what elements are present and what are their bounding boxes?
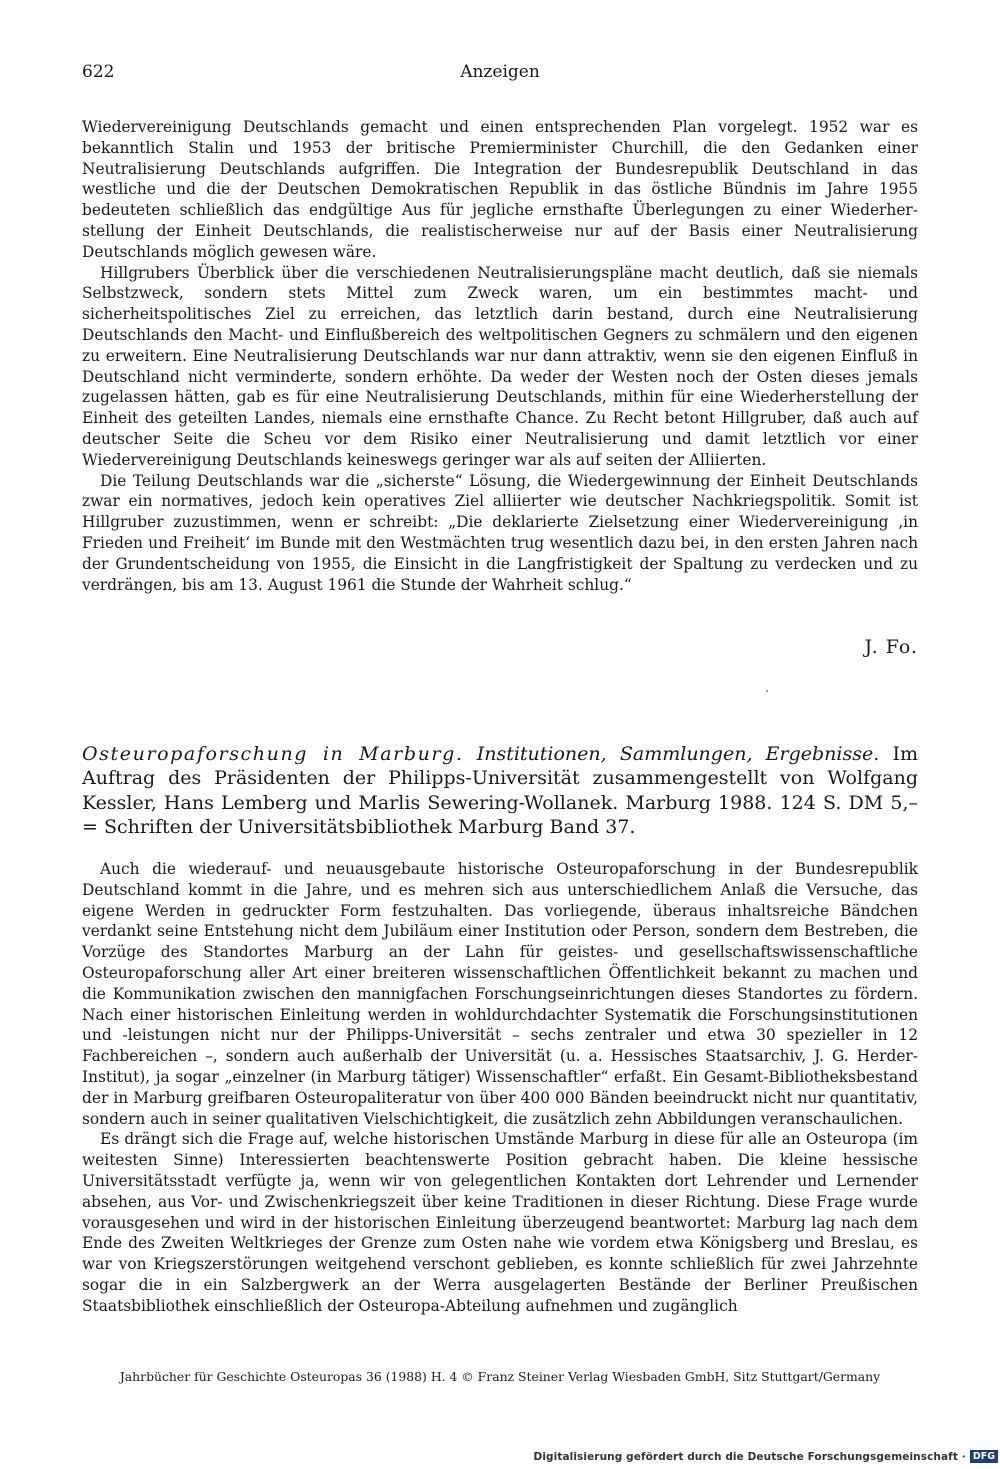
journal-footer: Jahrbücher für Geschichte Osteuropas 36 (1988) H. 4 © Franz Steiner Verlag Wiesbaden GmbH, Sitz Stuttgart/Germany	[119, 1369, 881, 1384]
review-1-paragraph: Wiedervereinigung Deutschlands gemacht und einen entsprechenden Plan vorgelegt. 1952 war es bekanntlich Stalin und 1953 der britische Premierminister Churchill, die den Gedanken einer Neutralisierung Deutschlands aufgriffen. Die Integration der Bundesrepublik Deutschland in das westliche und die der Deutschen Demokratischen Republik in das östliche Bündnis im Jahre 1955 bedeuteten schließlich das endgültige Aus für jegliche ernsthafte Überlegungen zu einer Wiederherstellung der Einheit Deutschlands, die realistischerweise nur auf der Basis einer Neutralisierung Deutschlands möglich gewesen wäre.	[82, 118, 918, 261]
citation-details: Im Auftrag des Präsidenten der Philipps-Universität zusammengestellt von Wolfgang Kessler, Hans Lemberg und Marlis Sewering-Wollanek. Marburg 1988. 124 S. DM 5,– = Schriften der Universitätsbibliothek Marburg Band 37.	[82, 743, 919, 839]
scan-mark	[766, 690, 768, 692]
citation-subtitle: Institutionen, Sammlungen, Ergebnisse.	[476, 743, 880, 765]
reviewer-signature: J. Fo.	[864, 636, 918, 658]
digitization-note: Digitalisierung gefördert durch die Deutsche Forschungsgemeinschaft ·	[533, 1450, 966, 1463]
review-2-paragraph: Auch die wiederauf- und neuausgebaute historische Osteuropaforschung in der Bundesrepublik Deutschland kommt in die Jahre, und es mehren sich aus unterschiedlichem Anlaß die Versuche, das eigene Werden in gedruckter Form festzuhalten. Das vorliegende, überaus inhaltsreiche Bändchen verdankt seine Entstehung nicht dem Jubiläum einer Institution oder Person, sondern dem Bestreben, die Vorzüge des Standortes Marburg an der Lahn für geistes- und gesellschaftswissenschaftliche Osteuropaforschung aller Art einer breiteren wissenschaftlichen Öffentlichkeit bekannt zu machen und die Kommunikation zwischen den mannigfachen Forschungseinrichtungen dieses Standortes zu fördern. Nach einer historischen Einleitung werden in wohldurchdachter Systematik die Forschungsinstitutionen und -leistungen nicht nur der Philipps-Universität – sechs zentraler und etwa 30 spezieller in 12 Fachbereichen –, sondern auch außerhalb der Universität (u. a. Hessisches Staatsarchiv, J. G. Herder-Institut), ja sogar „einzelner (in Marburg tätiger) Wissenschaftler“ erfaßt. Ein Gesamt-Bibliotheksbestand der in Marburg greifbaren Osteuropaliteratur von über 400 000 Bänden beeindruckt nicht nur quantitativ, sondern auch in seiner qualitativen Vielschichtigkeit, die zusätzlich zehn Abbildungen veranschaulichen.	[82, 860, 918, 1128]
citation-title: Osteuropaforschung in Marburg.	[82, 743, 464, 765]
book-citation	[82, 742, 918, 840]
review-2-paragraph: Es drängt sich die Frage auf, welche historischen Umstände Marburg in diese für alle an Osteuropa (im weitesten Sinne) Interessierten beachtenswerte Position gebracht haben. Die kleine hessische Universitätsstadt verfügte ja, wenn wir von gelegentlichen Kontakten dort Lehrender und Lernender absehen, aus Vor- und Zwischenkriegszeit über keine Traditionen in dieser Richtung. Diese Frage wurde vorausgesehen und wird in der historischen Einleitung überzeugend beantwortet: Marburg lag nach dem Ende des Zweiten Weltkrieges der Grenze zum Osten nahe wie vordem etwa Königsberg und Breslau, es war von Kriegszerstörungen weitgehend verschont geblieben, es konnte schließlich für zwei Jahrzehnte sogar die in ein Salzbergwerk an der Werra ausgelagerten Bestände der Berliner Preußischen Staatsbibliothek einschließlich der Osteuropa-Abteilung aufnehmen und zugänglich	[82, 1130, 918, 1315]
review-1-body	[82, 117, 918, 595]
review-1-paragraph: Hillgrubers Überblick über die verschiedenen Neutralisierungspläne macht deutlich, daß sie niemals Selbstzweck, sondern stets Mittel zum Zweck waren, um ein bestimmtes macht- und sicherheitspolitisches Ziel zu erreichen, das letztlich darin bestand, durch eine Neutralisierung Deutschlands den Macht- und Einflußbereich des weltpolitischen Gegners zu schmälern und den eigenen zu erweitern. Eine Neutralisierung Deutschlands war nur dann attraktiv, wenn sie den eigenen Einfluß in Deutschland nicht verminderte, sondern erhöhte. Da weder der Westen noch der Osten dieses jemals zugelassen hätten, gab es für eine Neutralisierung Deutschlands, mithin für eine Wiederherstellung der Einheit des geteilten Landes, niemals eine ernsthafte Chance. Zu Recht betont Hillgruber, daß auch auf deutscher Seite die Scheu vor dem Risiko einer Neutralisierung und damit letztlich vor einer Wiedervereinigung Deutschlands keineswegs geringer war als auf seiten der Alliierten.	[82, 263, 918, 469]
section-title: Anzeigen	[460, 62, 540, 82]
digitization-banner	[534, 1448, 1000, 1465]
page-number: 622	[82, 62, 115, 82]
dfg-logo: DFG	[970, 1450, 998, 1463]
review-1-paragraph: Die Teilung Deutschlands war die „sicherste“ Lösung, die Wiedergewinnung der Einheit Deutschlands zwar ein normatives, jedoch kein operatives Ziel alliierter wie deutscher Nachkriegspolitik. Somit ist Hillgruber zuzustimmen, wenn er schreibt: „Die deklarierte Zielsetzung einer Wiedervereinigung ‚in Frieden und Freiheit‘ im Bunde mit den Westmächten trug wesentlich dazu bei, in den ersten Jahren nach der Grundentscheidung von 1955, die Einsicht in die Langfristigkeit der Spaltung zu verdecken und zu verdrängen, bis am 13. August 1961 die Stunde der Wahrheit schlug.“	[82, 471, 918, 594]
review-2-body	[82, 859, 918, 1317]
page-header	[82, 62, 918, 88]
